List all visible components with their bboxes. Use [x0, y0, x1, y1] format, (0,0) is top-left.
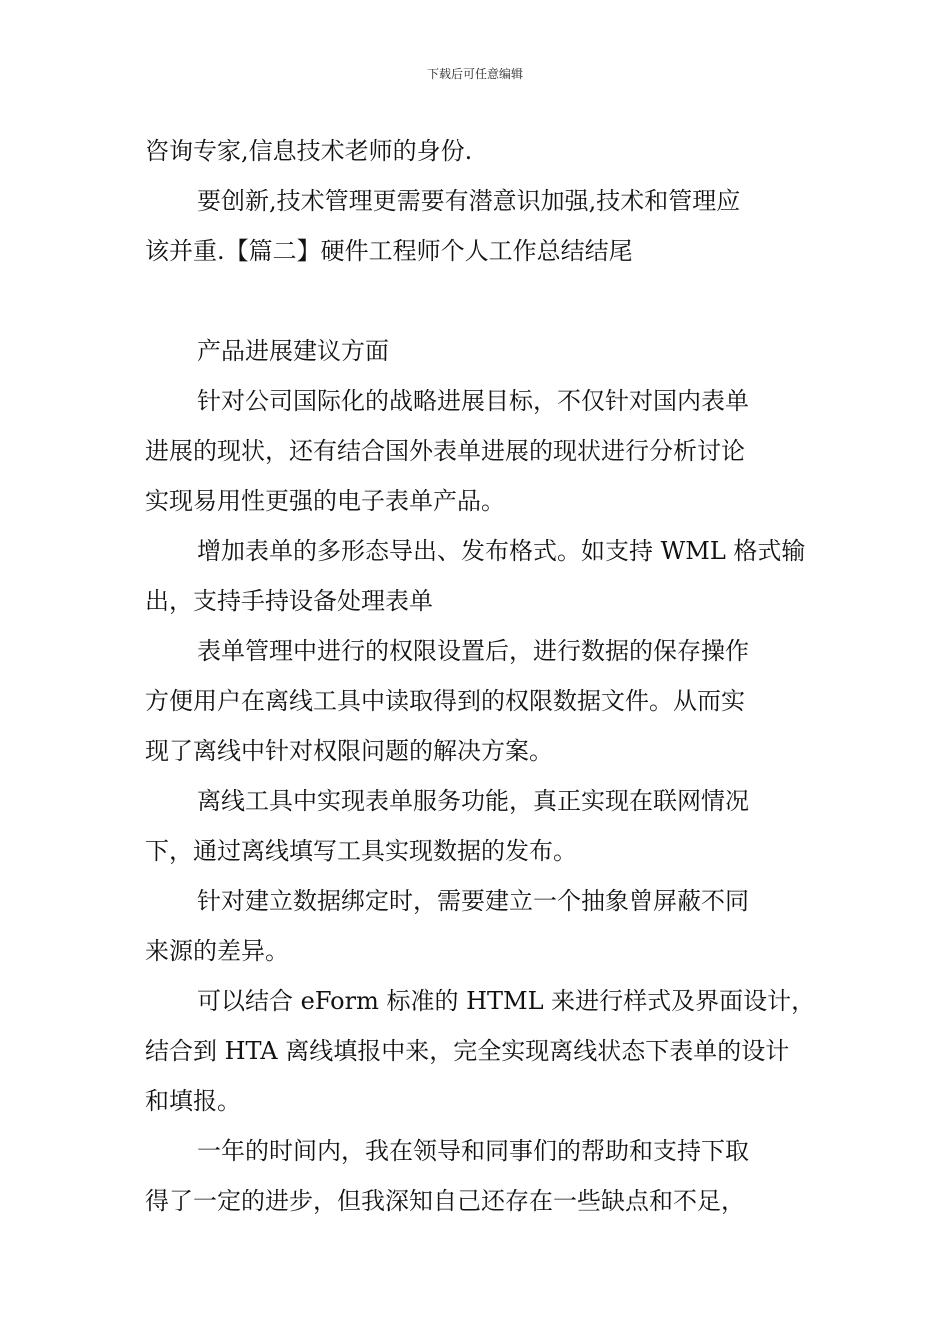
text-line: 方便用户在离线工具中读取得到的权限数据文件。从而实 — [145, 687, 745, 715]
text-line: 可以结合 eForm 标准的 HTML 来进行样式及界面设计， — [197, 987, 816, 1015]
section-heading: 产品进展建议方面 — [197, 337, 389, 365]
text-line: 结合到 HTA 离线填报中来，完全实现离线状态下表单的设计 — [145, 1037, 790, 1065]
document-body — [145, 126, 816, 1226]
text-line: 和填报。 — [145, 1087, 241, 1115]
text-line: 针对公司国际化的战略进展目标，不仅针对国内表单 — [197, 387, 749, 415]
page-header: 下载后可任意编辑 — [426, 67, 523, 81]
text-line: 现了离线中针对权限问题的解决方案。 — [145, 737, 553, 765]
text-line: 实现易用性更强的电子表单产品。 — [145, 487, 505, 515]
text-line: 得了一定的进步，但我深知自己还存在一些缺点和不足， — [145, 1187, 745, 1215]
text-line: 针对建立数据绑定时，需要建立一个抽象曾屏蔽不同 — [197, 887, 749, 915]
text-line: 来源的差异。 — [145, 937, 289, 965]
text-line: 进展的现状，还有结合国外表单进展的现状进行分析讨论 — [145, 437, 745, 465]
text-line: 该并重.【篇二】硬件工程师个人工作总结结尾 — [145, 237, 633, 265]
blank-line — [145, 276, 810, 326]
text-line: 出，支持手持设备处理表单 — [145, 587, 433, 615]
text-line: 离线工具中实现表单服务功能，真正实现在联网情况 — [197, 787, 749, 815]
text-line: 要创新,技术管理更需要有潜意识加强,技术和管理应 — [197, 187, 741, 215]
text-line: 下，通过离线填写工具实现数据的发布。 — [145, 837, 577, 865]
text-line: 表单管理中进行的权限设置后，进行数据的保存操作 — [197, 637, 749, 665]
text-line: 增加表单的多形态导出、发布格式。如支持 WML 格式输 — [197, 537, 806, 565]
text-line: 一年的时间内，我在领导和同事们的帮助和支持下取 — [197, 1137, 749, 1165]
text-line: 咨询专家,信息技术老师的身份. — [145, 137, 473, 165]
